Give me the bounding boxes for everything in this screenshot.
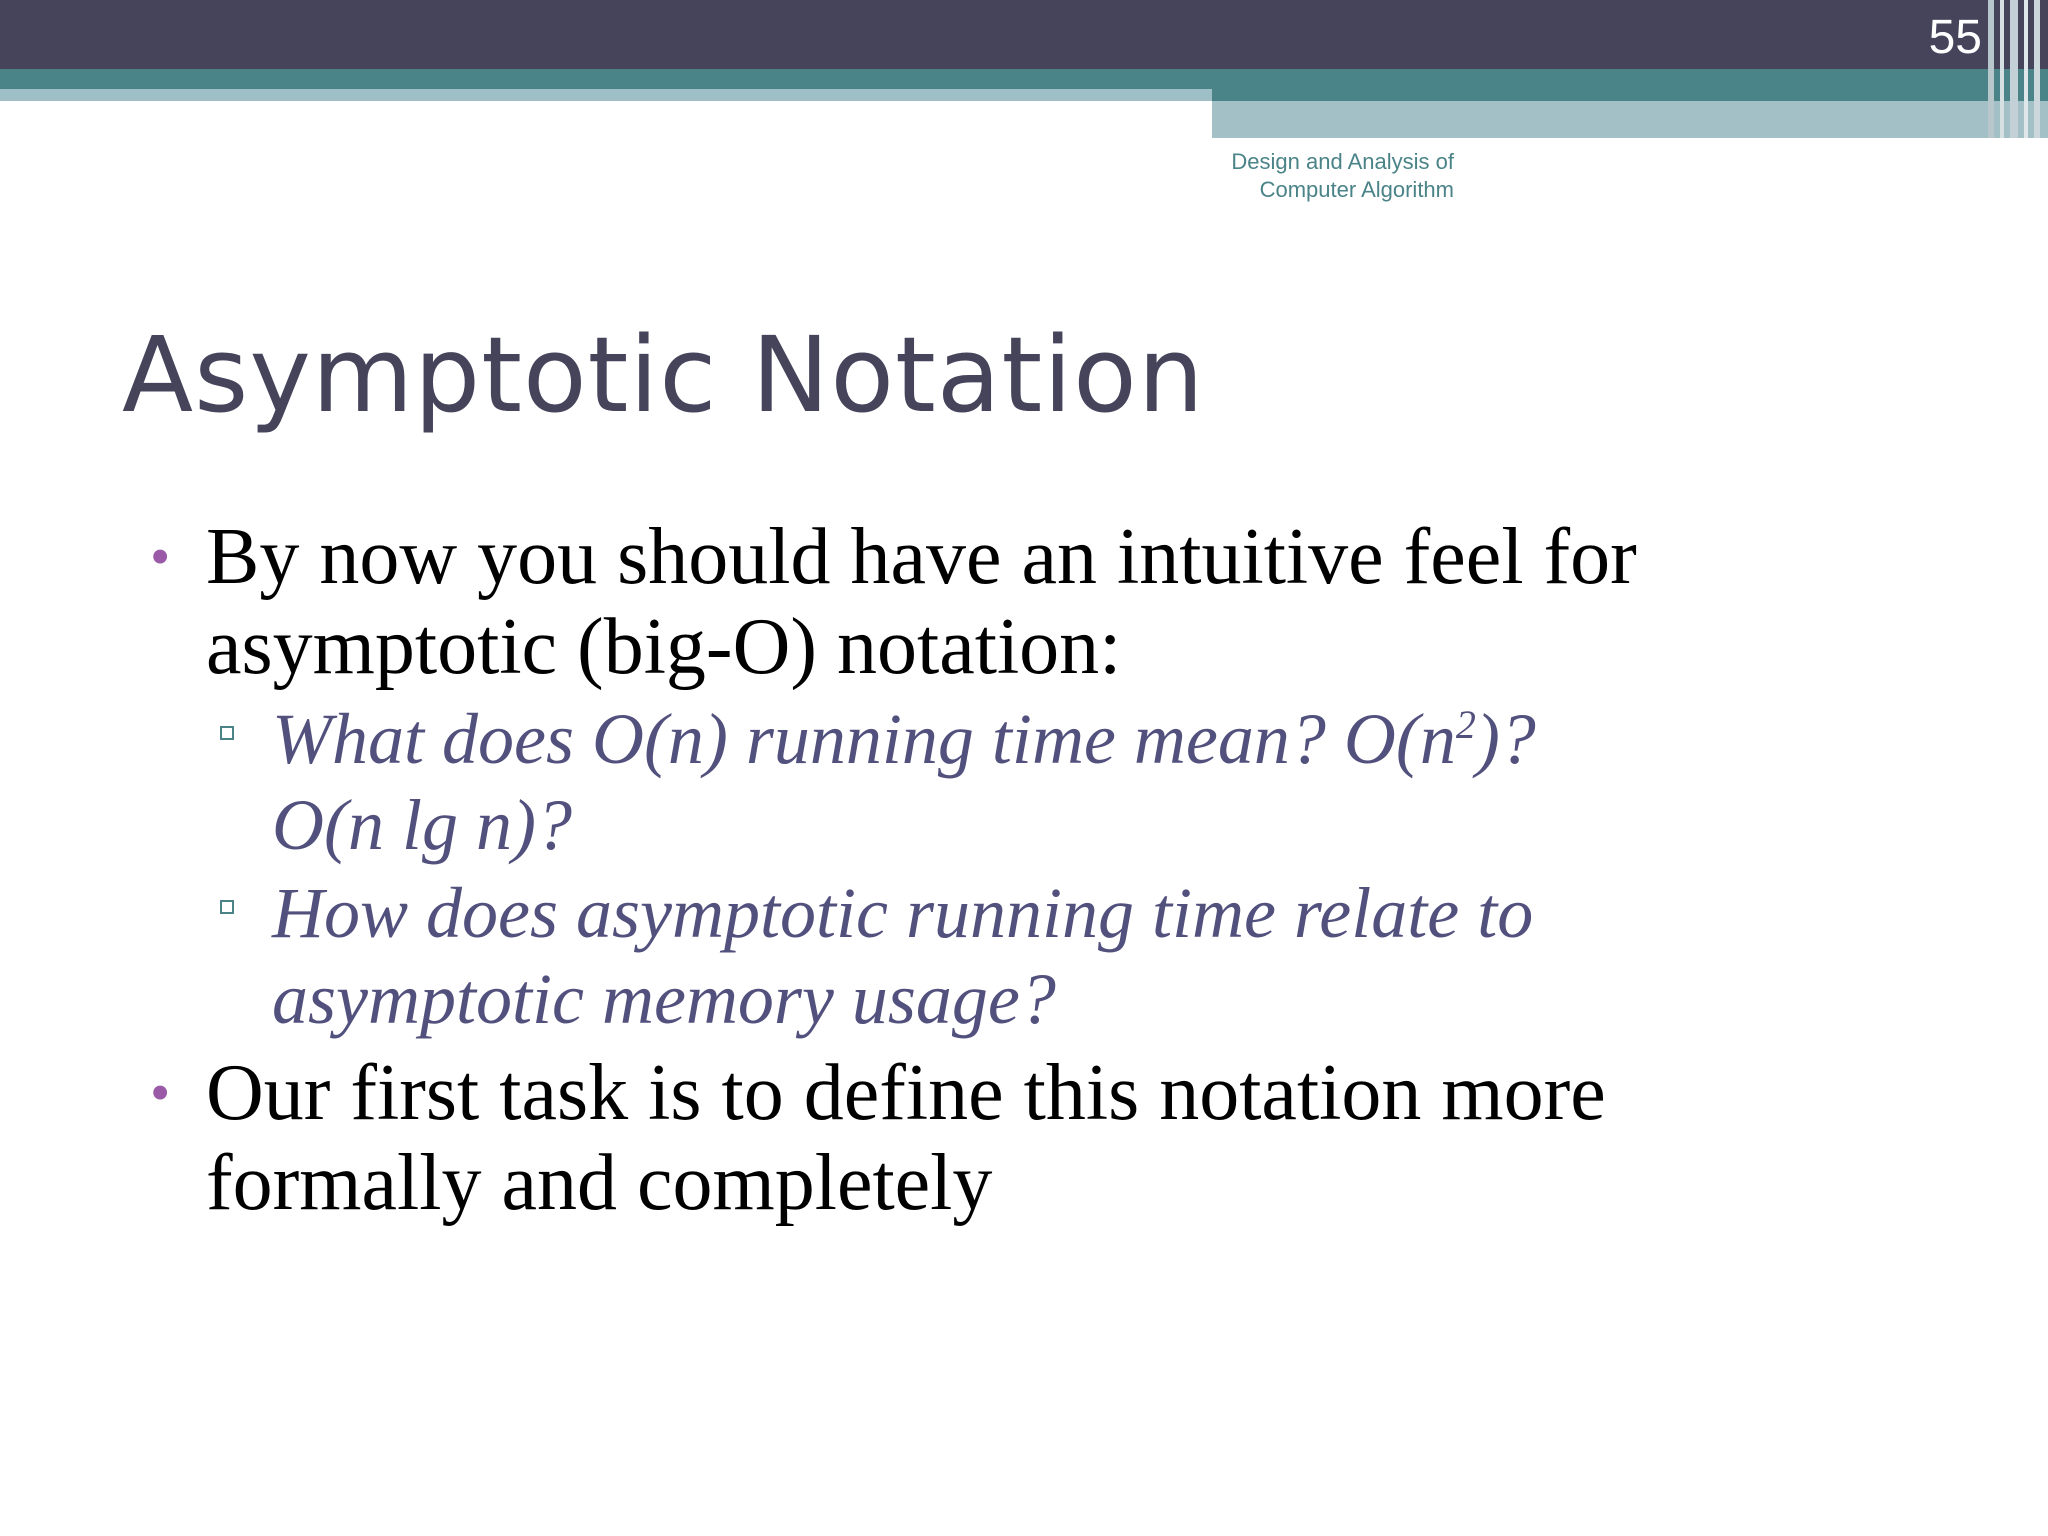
square-bullet-icon	[220, 726, 234, 740]
bullet-dot-icon: •	[150, 1060, 171, 1125]
bullet-text-line: formally and completely	[206, 1139, 993, 1227]
header-bar-pale-right	[1212, 101, 2048, 138]
course-title-line2: Computer Algorithm	[1259, 177, 1454, 202]
course-title-line1: Design and Analysis of	[1231, 149, 1454, 174]
sub-bullet-line: O(n lg n)?	[272, 785, 572, 865]
page-number: 55	[1928, 11, 1982, 64]
slide-title: Asymptotic Notation	[122, 314, 1205, 436]
header-bar-dark	[0, 0, 2048, 69]
sub-bullet-line: What does O(n) running time mean? $O(n^2)$?	[272, 699, 1536, 779]
bullet-text-line: Our first task is to define this notation more	[206, 1049, 1606, 1137]
bullet-text-line: By now you should have an intuitive feel for	[206, 513, 1637, 601]
bullet-item	[150, 1048, 1790, 1228]
header-bar-light	[0, 89, 1212, 101]
sub-bullet-line: How does asymptotic running time relate to	[272, 873, 1534, 953]
course-title	[1140, 148, 1454, 204]
sub-bullet-list	[150, 696, 1790, 1042]
header-bar-teal-right	[1212, 89, 2048, 101]
superscript: 2	[1455, 702, 1476, 747]
slide-content	[150, 512, 1790, 1228]
sub-bullet-item	[272, 696, 1790, 868]
decorative-stripes	[1988, 0, 2048, 138]
bullet-dot-icon: •	[150, 524, 171, 589]
sub-bullet-item	[272, 870, 1790, 1042]
bullet-text-line: asymptotic (big-O) notation:	[206, 603, 1122, 691]
bullet-item	[150, 512, 1790, 692]
sub-bullet-line: asymptotic memory usage?	[272, 959, 1056, 1039]
square-bullet-icon	[220, 900, 234, 914]
header-bar-teal	[0, 69, 2048, 89]
